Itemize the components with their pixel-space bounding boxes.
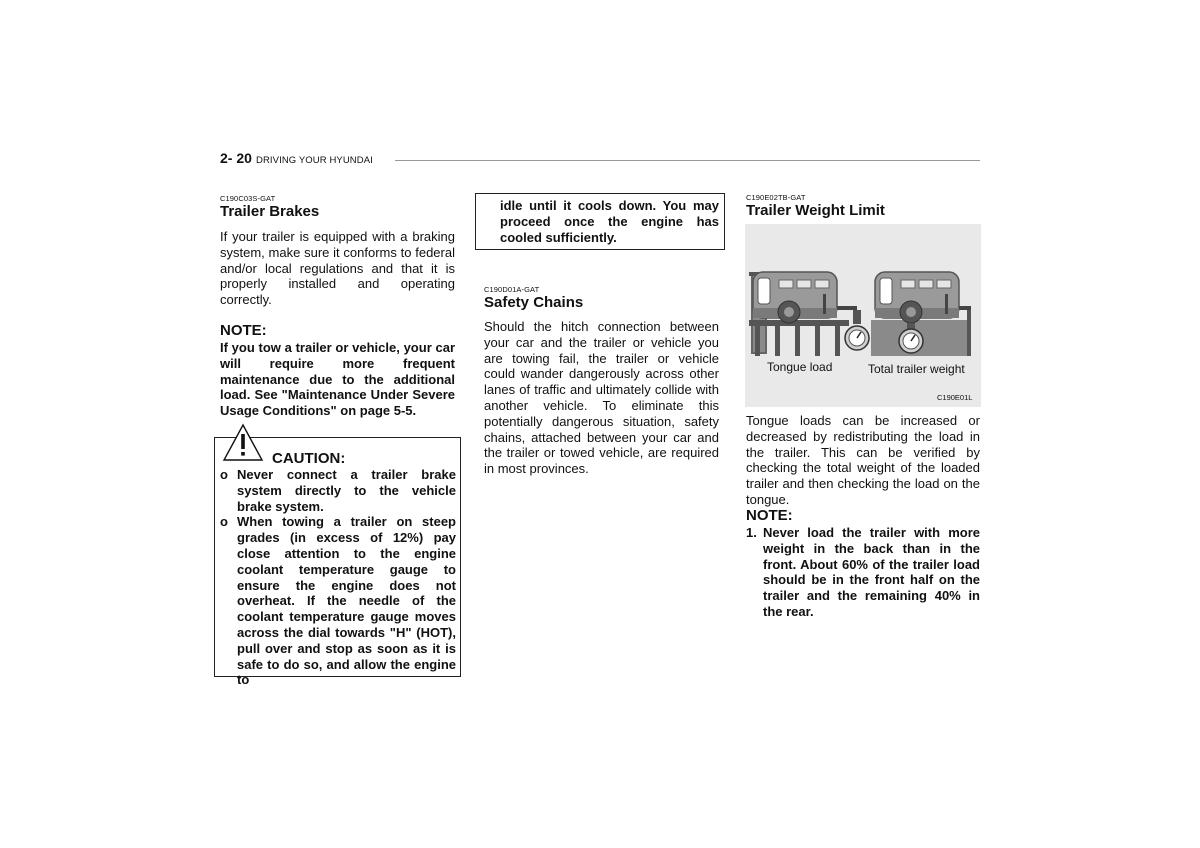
- caution-item-text: Never connect a trailer brake system directly to the vehicle brake system.: [237, 467, 456, 514]
- trailer-weight-note-heading: NOTE:: [746, 507, 793, 524]
- tongue-load-illustration: [749, 272, 869, 356]
- caution-bullet: o: [220, 514, 228, 530]
- trailer-brakes-note-heading: NOTE:: [220, 322, 267, 339]
- caution-item-text: When towing a trailer on steep grades (in excess of 12%) pay close attention to the engine coolant temperature gauge to ensure the engine does not overheat. If the needle of the coolant temperature gauge moves across the dial towards "H" (HOT), pull over and stop as soon as it is safe to do so, and allow the engine to: [237, 514, 456, 688]
- trailer-illustration: [745, 224, 981, 374]
- figure-code: C190E01L: [937, 393, 973, 402]
- caution-title: CAUTION:: [272, 450, 346, 467]
- note-item: [746, 525, 980, 620]
- caution-item: [220, 467, 456, 514]
- trailer-weight-body: Tongue loads can be increased or decreased by redistributing the load in the trailer. This can be verified by checking the total weight of the loaded trailer and then checking the load on the tongue.: [746, 413, 980, 507]
- safety-chains-body: Should the hitch connection between your car and the trailer or vehicle you are towing fail, the trailer or vehicle could wander dangerously across other lanes of traffic and ultimately collide with another vehicle. To eliminate this potentially dangerous situation, safety chains, attached between your car and the trailer or towed vehicle, are required in most provinces.: [484, 319, 719, 477]
- section-title: DRIVING YOUR HYUNDAI: [256, 155, 373, 166]
- total-weight-illustration: [871, 272, 971, 356]
- trailer-brakes-title: Trailer Brakes: [220, 203, 320, 220]
- trailer-weight-figure: [745, 224, 981, 407]
- page-number: 2- 20: [220, 150, 252, 166]
- caution-item: [220, 514, 456, 688]
- trailer-brakes-body: If your trailer is equipped with a braking system, make sure it conforms to federal and/or local regulations and that it is properly installed and operating correctly.: [220, 229, 455, 308]
- note-item-number: 1.: [746, 525, 757, 540]
- warning-triangle-icon: [222, 422, 264, 462]
- safety-chains-title: Safety Chains: [484, 294, 584, 311]
- trailer-weight-note-list: [746, 525, 980, 620]
- note-item-text: Never load the trailer with more weight in the back than in the front. About 60% of the trailer load should be in the front half on the trailer and the remaining 40% in the rear.: [763, 525, 980, 619]
- caption-total-trailer-weight: Total trailer weight: [868, 362, 965, 376]
- caution-continuation-text: idle until it cools down. You may proceed once the engine has cooled sufficiently.: [500, 198, 719, 245]
- safety-chains-code: C190D01A-GAT: [484, 285, 540, 294]
- trailer-weight-code: C190E02TB-GAT: [746, 193, 806, 202]
- caption-tongue-load: Tongue load: [767, 360, 833, 374]
- trailer-brakes-code: C190C03S-GAT: [220, 194, 276, 203]
- trailer-brakes-note-text: If you tow a trailer or vehicle, your car will require more frequent maintenance due to the additional load. See "Maintenance Under Severe Usage Conditions" on page 5-5.: [220, 340, 455, 419]
- header-rule: [395, 160, 980, 161]
- caution-list: [220, 467, 456, 688]
- trailer-weight-title: Trailer Weight Limit: [746, 202, 885, 219]
- caution-bullet: o: [220, 467, 228, 482]
